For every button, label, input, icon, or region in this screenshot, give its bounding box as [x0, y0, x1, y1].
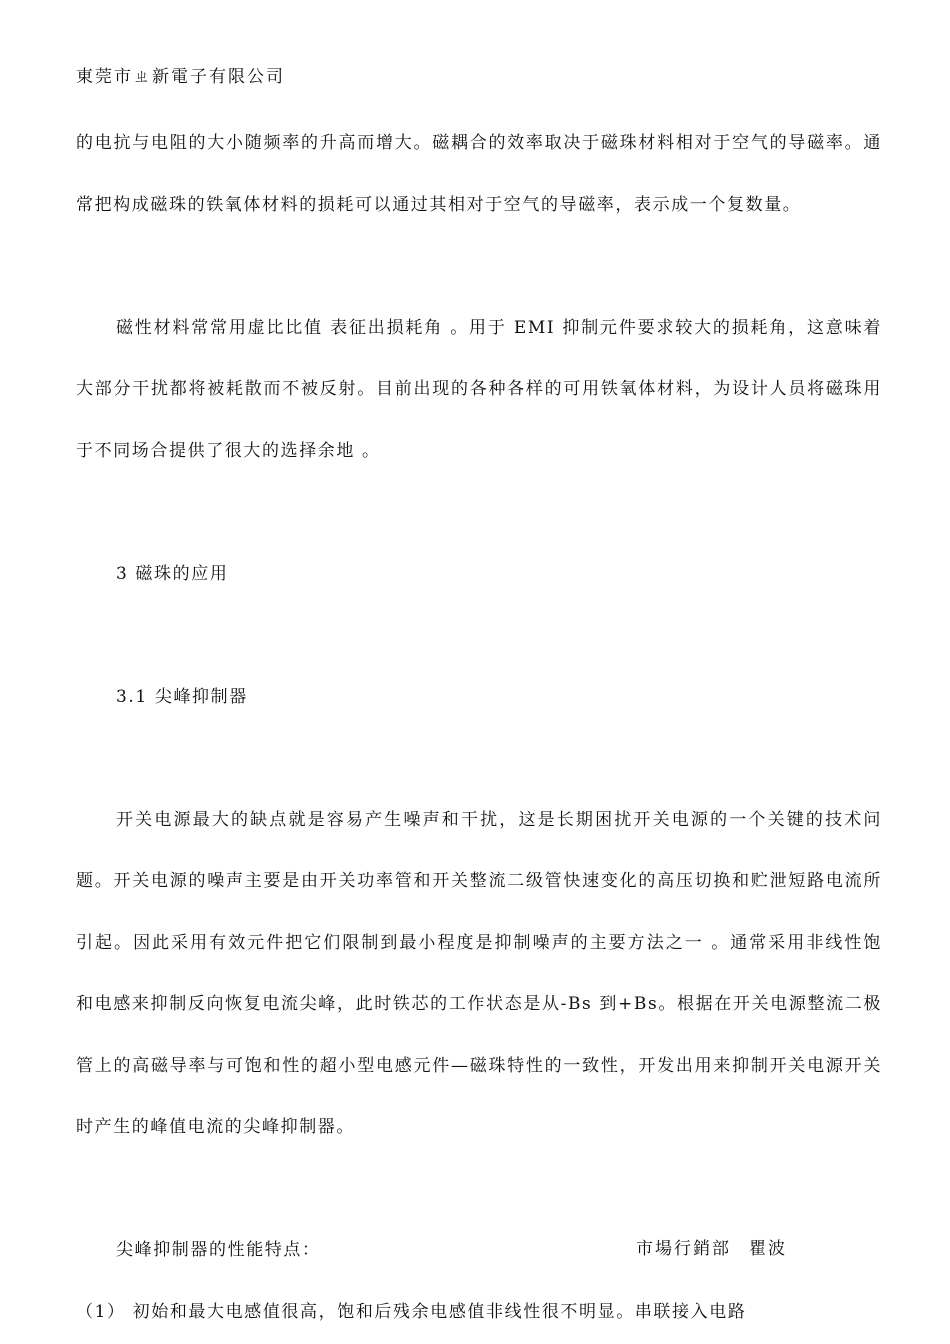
paragraph-loss-angle: 磁性材料常常用虚比比值 表征出损耗角 。用于 EMI 抑制元件要求较大的损耗角，这意味着大部分干扰都将被耗散而不被反射。目前出现的各种各样的可用铁氧体材料，为设计人员将磁珠用于不同场合提供了很大的选择余地 。 [76, 317, 882, 461]
paragraph-spacer [76, 1159, 882, 1221]
paragraph-spacer [76, 605, 882, 667]
paragraph-spike-suppressor: 开关电源最大的缺点就是容易产生噪声和干扰，这是长期困扰开关电源的一个关键的技术问题。开关电源的噪声主要是由开关功率管和开关整流二级管快速变化的高压切换和贮泄短路电流所引起。因此采用有效元件把它们限制到最小程度是抑制噪声的主要方法之一 。通常采用非线性饱和电感来抑制反向恢复电流尖峰，此时铁芯的工作状态是从-Bs 到+Bs。根据在开关电源整流二极管上的高磁导率与可饱和性的超小型电感元件—磁珠特性的一致性，开发出用来抑制开关电源开关时产生的峰值电流的尖峰抑制器。 [76, 809, 882, 1137]
section-heading: 3 磁珠的应用 [116, 563, 229, 584]
page-footer [636, 1234, 787, 1259]
company-header: 東莞市ㄓ新電子有限公司 [76, 67, 285, 87]
feature-list-item: （1） 初始和最大电感值很高，饱和后残余电感值非线性很不明显。串联接入电路 [76, 1301, 747, 1322]
document-body [76, 113, 882, 1343]
author-name: 瞿波 [749, 1239, 787, 1259]
department-label: 市場行銷部 [636, 1239, 731, 1259]
paragraph-spacer [76, 482, 882, 544]
paragraph-spacer [76, 236, 882, 298]
paragraph-impedance: 的电抗与电阻的大小随频率的升高而增大。磁耦合的效率取决于磁珠材料相对于空气的导磁率。通常把构成磁珠的铁氧体材料的损耗可以通过其相对于空气的导磁率，表示成一个复数量。 [76, 133, 882, 215]
paragraph-spacer [76, 728, 882, 790]
subsection-heading: 3.1 尖峰抑制器 [116, 686, 248, 707]
features-heading: 尖峰抑制器的性能特点： [116, 1240, 321, 1260]
